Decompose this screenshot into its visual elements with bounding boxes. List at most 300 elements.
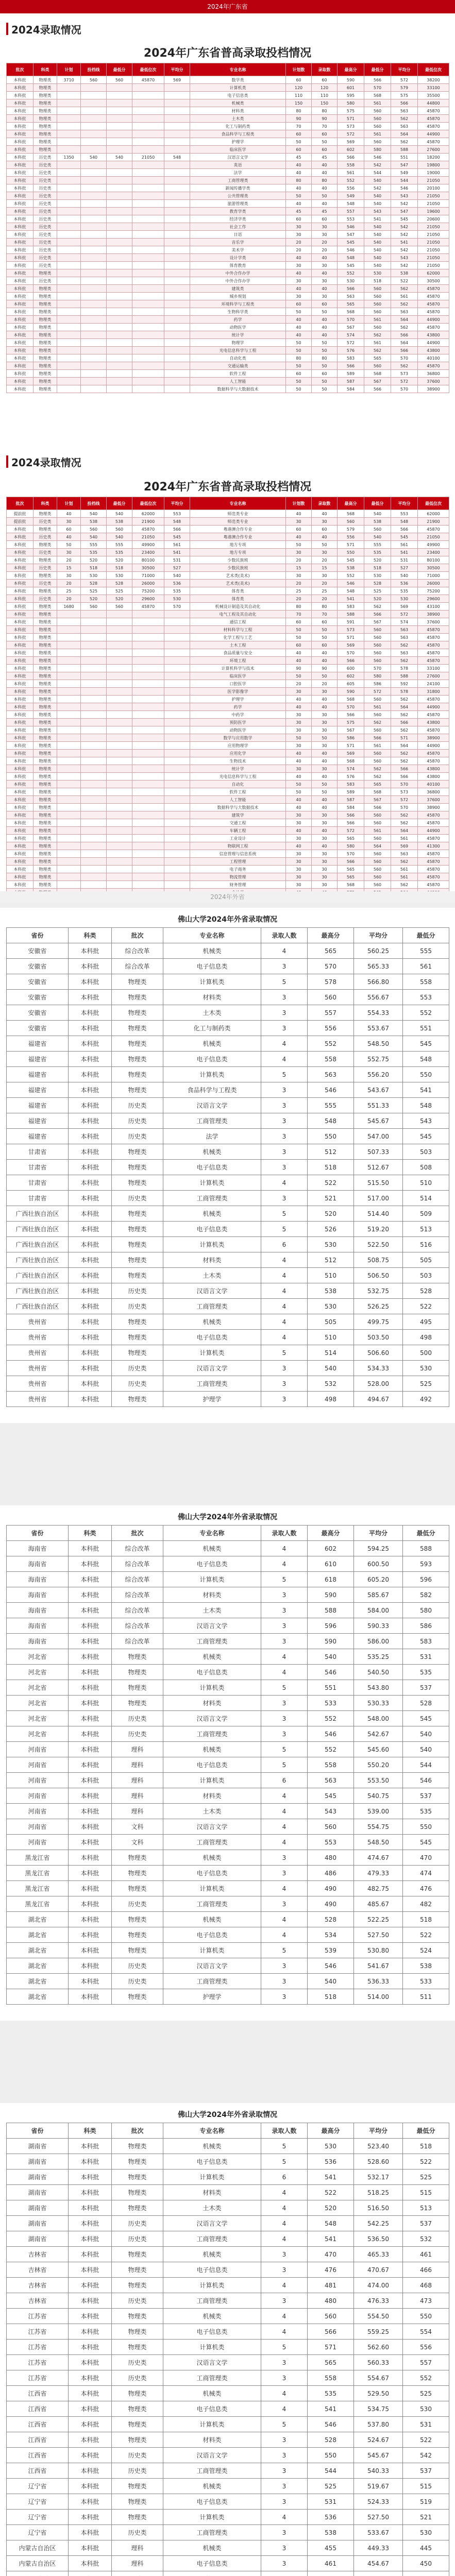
table-cell: 519.67 <box>354 2479 403 2494</box>
table-cell: 机械类 <box>163 2479 261 2494</box>
table-row <box>7 1757 449 1773</box>
table-cell: 537 <box>403 2463 449 2479</box>
table-cell: 60 <box>286 300 312 308</box>
table-cell: 本科批 <box>7 115 33 123</box>
table-cell: 本科批 <box>69 2200 112 2216</box>
table-cell: 584 <box>338 804 364 811</box>
table-cell <box>57 277 81 285</box>
table-cell: 物理类 <box>33 556 57 564</box>
table-cell: 40 <box>286 254 312 262</box>
table-cell: 物理类 <box>112 2170 163 2185</box>
table-cell: 湖北省 <box>7 1958 69 1974</box>
table-cell: 本科批 <box>69 1649 112 1665</box>
table-cell: 525 <box>107 587 132 595</box>
column-header: 平均分 <box>391 497 418 510</box>
table-cell: 6 <box>261 1237 308 1252</box>
table-cell: 540 <box>403 1726 449 1742</box>
table-cell: 574 <box>338 331 364 339</box>
table-cell: 历史类 <box>33 161 57 169</box>
table-cell <box>164 223 190 231</box>
table-cell: 530.80 <box>354 1943 403 1958</box>
table-cell: 120 <box>312 84 338 92</box>
table-cell: 540 <box>107 510 132 518</box>
table-row <box>7 2340 449 2355</box>
table-cell: 44900 <box>418 130 449 138</box>
table-row <box>7 2154 449 2170</box>
table-cell <box>107 773 132 781</box>
table-cell: 45870 <box>418 726 449 734</box>
column-header: 最高分 <box>338 63 364 76</box>
table-cell: 560 <box>338 518 364 526</box>
table-cell <box>132 665 164 672</box>
table-cell <box>69 2571 112 2576</box>
table-cell: 23400 <box>132 549 164 556</box>
table-row <box>7 1005 449 1021</box>
table-cell: 20 <box>286 680 312 688</box>
table-cell <box>164 873 190 881</box>
table-cell: 本科批 <box>7 726 33 734</box>
table-cell: 21050 <box>418 254 449 262</box>
table-cell: 本科批 <box>7 92 33 99</box>
table-cell: 海南省 <box>7 1572 69 1587</box>
table-cell: 物联网工程 <box>190 842 286 850</box>
table-cell: 历史类 <box>33 231 57 239</box>
table-cell <box>164 711 190 719</box>
table-cell: 558 <box>403 974 449 990</box>
table-cell <box>308 2571 354 2576</box>
table-cell <box>107 146 132 154</box>
table-cell: 574 <box>338 765 364 773</box>
table-cell: 44900 <box>418 339 449 347</box>
table-cell <box>132 711 164 719</box>
table-cell <box>164 765 190 773</box>
table-cell: 526 <box>308 1222 354 1237</box>
table-cell: 河北省 <box>7 1726 69 1742</box>
table-cell <box>81 873 107 881</box>
table-cell: 40 <box>312 324 338 331</box>
table-cell: 本科批 <box>7 130 33 138</box>
table-cell: 4 <box>261 1556 308 1572</box>
table-cell: 本科批 <box>69 1191 112 1206</box>
table-cell: 本科批 <box>69 1144 112 1160</box>
column-header: 投档线 <box>81 497 107 510</box>
table-cell: 509 <box>403 1206 449 1222</box>
table-cell: 60 <box>312 370 338 378</box>
table-cell: 机械类 <box>163 1649 261 1665</box>
table-cell: 汉语言文学 <box>163 1618 261 1634</box>
table-cell: 574 <box>391 618 418 626</box>
table-cell: 562 <box>364 773 391 781</box>
table-cell: 交通工程 <box>190 819 286 827</box>
table-cell: 38900 <box>418 804 449 811</box>
table-cell: 建筑类 <box>190 285 286 293</box>
table-cell: 本科批 <box>69 1556 112 1572</box>
table-row <box>7 223 449 231</box>
table-cell: 562 <box>391 711 418 719</box>
table-cell <box>107 138 132 146</box>
table-cell: 50 <box>286 626 312 634</box>
table-cell: 物理类 <box>112 2200 163 2216</box>
table-cell: 海南省 <box>7 1541 69 1556</box>
table-cell: 75200 <box>418 587 449 595</box>
table-cell: 587 <box>338 378 364 385</box>
table-cell <box>57 680 81 688</box>
table-cell: 566 <box>391 773 418 781</box>
table-cell: 机械类 <box>163 1036 261 1052</box>
table-cell: 本科批 <box>7 711 33 719</box>
table-row <box>7 796 449 804</box>
table-cell <box>81 850 107 858</box>
table-cell <box>164 858 190 866</box>
table-cell: 563 <box>391 308 418 316</box>
table-cell: 45870 <box>418 308 449 316</box>
table-cell: 520 <box>308 1206 354 1222</box>
table-cell: 60 <box>286 76 312 84</box>
table-cell <box>107 649 132 657</box>
table-row <box>7 526 449 533</box>
table-row <box>7 773 449 781</box>
table-cell: 5 <box>261 1067 308 1082</box>
table-cell: 物理类 <box>33 811 57 819</box>
table-cell <box>164 757 190 765</box>
table-cell: 物理类 <box>33 138 57 146</box>
table-row <box>7 385 449 393</box>
column-header: 最低分 <box>364 497 391 510</box>
table-cell: 560 <box>364 858 391 866</box>
table-cell <box>132 269 164 277</box>
table-cell: 560 <box>364 308 391 316</box>
table-cell: 40 <box>286 657 312 665</box>
table-cell: 29600 <box>418 595 449 603</box>
table-cell: 河南省 <box>7 1742 69 1757</box>
table-cell <box>107 277 132 285</box>
table-cell: 本科批 <box>7 107 33 115</box>
table-cell: 40 <box>312 796 338 804</box>
table-cell: 工商管理类 <box>163 2463 261 2479</box>
table-cell: 40 <box>286 285 312 293</box>
table-cell <box>57 858 81 866</box>
table-cell: 电子信息类 <box>163 1757 261 1773</box>
table-cell: 本科批 <box>69 1036 112 1052</box>
table-cell: 560 <box>107 603 132 611</box>
table-cell: 538 <box>364 518 391 526</box>
table-cell: 15 <box>57 564 81 572</box>
table-cell <box>57 339 81 347</box>
table-cell <box>164 734 190 742</box>
table-cell: 71000 <box>132 572 164 580</box>
table-cell <box>164 726 190 734</box>
table-cell <box>132 385 164 393</box>
table-row <box>7 1804 449 1819</box>
table-cell: 562 <box>391 819 418 827</box>
table-cell: 本科批 <box>69 1376 112 1392</box>
table-cell: 60 <box>286 641 312 649</box>
table-cell: 历史类 <box>112 1299 163 1314</box>
table-cell: 45870 <box>418 811 449 819</box>
table-cell: 中药学 <box>190 711 286 719</box>
table-cell: 本科批 <box>7 788 33 796</box>
table-cell: 528.00 <box>354 1376 403 1392</box>
table-cell: 工商管理类 <box>163 1835 261 1850</box>
table-cell: 514.00 <box>354 1989 403 2005</box>
table-cell: 522 <box>308 2185 354 2200</box>
table-cell: 570 <box>338 316 364 324</box>
table-cell: 本科批 <box>69 2401 112 2417</box>
table-cell: 568 <box>364 370 391 378</box>
table-cell: 贵州省 <box>7 1361 69 1376</box>
table-cell <box>164 138 190 146</box>
table-cell: 548 <box>164 154 190 161</box>
table-cell: 536 <box>308 2510 354 2525</box>
table-cell: 37600 <box>418 796 449 804</box>
table-cell: 518 <box>364 564 391 572</box>
table-cell: 湖南省 <box>7 2154 69 2170</box>
table-cell: 历史类 <box>33 223 57 231</box>
table-cell: 515.50 <box>354 1175 403 1191</box>
table-cell: 光电信息科学与工程 <box>190 773 286 781</box>
table-cell: 50 <box>312 788 338 796</box>
table-cell <box>132 169 164 177</box>
table-cell: 贵州省 <box>7 1330 69 1345</box>
table-row <box>7 2479 449 2494</box>
table-cell <box>81 781 107 788</box>
table-cell: 物理类 <box>33 757 57 765</box>
table-cell: 本科批 <box>7 370 33 378</box>
table-cell: 设计学类 <box>190 254 286 262</box>
table-row <box>7 99 449 107</box>
table-cell <box>107 92 132 99</box>
table-cell <box>57 750 81 757</box>
table-cell: 40100 <box>418 354 449 362</box>
table-cell: 河北省 <box>7 1649 69 1665</box>
table-cell: 560 <box>364 757 391 765</box>
table-cell: 福建省 <box>7 1113 69 1129</box>
table-cell: 护理学 <box>190 138 286 146</box>
table-cell: 520 <box>364 595 391 603</box>
table-cell: 20 <box>312 556 338 564</box>
table-cell: 45 <box>286 208 312 215</box>
table-cell: 动物医学 <box>190 726 286 734</box>
table-cell <box>164 123 190 130</box>
table-cell: 572 <box>364 688 391 696</box>
table-row <box>7 370 449 378</box>
table-cell: 454.67 <box>354 2556 403 2571</box>
table-cell <box>81 866 107 873</box>
table-cell: 561 <box>391 835 418 842</box>
table-cell: 543 <box>364 208 391 215</box>
table-cell: 30 <box>312 518 338 526</box>
table-cell: 物理类 <box>33 719 57 726</box>
table-cell: 4 <box>261 1541 308 1556</box>
table-cell: 569 <box>338 641 364 649</box>
table-cell <box>81 378 107 385</box>
table-cell: 50 <box>312 362 338 370</box>
table-cell: 物理类 <box>33 703 57 711</box>
table-cell: 553 <box>338 215 364 223</box>
table-cell: 物理类 <box>33 378 57 385</box>
table-cell: 537 <box>403 1680 449 1696</box>
table-cell: 518 <box>403 2139 449 2154</box>
table-cell: 548 <box>338 200 364 208</box>
table-cell <box>107 262 132 269</box>
table-cell <box>57 626 81 634</box>
table-cell: 21050 <box>132 533 164 541</box>
table-cell: 历史类 <box>33 518 57 526</box>
table-cell <box>107 246 132 254</box>
table-cell: 580 <box>364 672 391 680</box>
table-cell: 21050 <box>418 533 449 541</box>
table-cell: 71000 <box>418 572 449 580</box>
table-cell: 历史类 <box>112 2448 163 2463</box>
table-cell <box>132 285 164 293</box>
table-cell <box>81 208 107 215</box>
table-cell <box>81 262 107 269</box>
table-cell: 本科批 <box>7 161 33 169</box>
table-cell: 522 <box>403 1927 449 1943</box>
table-cell: 本科批 <box>7 331 33 339</box>
table-cell <box>164 827 190 835</box>
table-cell: 573 <box>338 626 364 634</box>
table-cell: 470.67 <box>354 2262 403 2278</box>
table-cell <box>132 99 164 107</box>
table-cell: 568 <box>338 308 364 316</box>
table-cell: 535 <box>403 1665 449 1680</box>
table-cell <box>57 796 81 804</box>
table-cell <box>107 370 132 378</box>
table-cell: 本科批 <box>69 1052 112 1067</box>
table-cell: 525 <box>403 2170 449 2185</box>
table-cell: 工商管理类 <box>163 2370 261 2386</box>
table-cell: 547 <box>391 161 418 169</box>
table-cell: 物理类 <box>33 123 57 130</box>
table-cell: 546 <box>308 1082 354 1098</box>
table-cell: 561 <box>391 873 418 881</box>
table-cell <box>81 239 107 246</box>
table-cell <box>164 362 190 370</box>
table-cell: 40 <box>286 533 312 541</box>
table-cell: 40 <box>312 657 338 665</box>
table-cell: 505 <box>403 1252 449 1268</box>
outside-table <box>6 1525 449 2005</box>
table-cell: 536.33 <box>354 1974 403 1989</box>
table-cell: 40 <box>312 696 338 703</box>
table-cell: 60 <box>286 215 312 223</box>
table-cell: 计算机类 <box>163 1572 261 1587</box>
table-cell: 515 <box>403 2479 449 2494</box>
table-cell: 40 <box>286 703 312 711</box>
table-cell: 理科 <box>112 2540 163 2556</box>
table-cell: 550.20 <box>354 1757 403 1773</box>
table-cell: 江苏省 <box>7 2309 69 2324</box>
table-cell: 578 <box>391 688 418 696</box>
table-cell: 45870 <box>418 300 449 308</box>
table-cell: 电子信息类 <box>163 2401 261 2417</box>
table-cell: 560 <box>364 115 391 123</box>
table-cell: 物理类 <box>112 1005 163 1021</box>
table-cell: 历史类 <box>33 154 57 161</box>
table-cell: 557 <box>338 208 364 215</box>
table-cell: 本科批 <box>69 1757 112 1773</box>
table-cell <box>164 696 190 703</box>
table-cell <box>132 324 164 331</box>
table-cell: 564 <box>391 339 418 347</box>
table-cell: 522 <box>403 2432 449 2448</box>
table-cell: 562 <box>391 696 418 703</box>
table-row <box>7 262 449 269</box>
table-cell: 50 <box>286 339 312 347</box>
table-cell <box>107 734 132 742</box>
table-cell: 45 <box>286 154 312 161</box>
table-row <box>7 1835 449 1850</box>
table-cell: 数学与应用数学 <box>190 734 286 742</box>
table-cell: 江西省 <box>7 2401 69 2417</box>
table-cell <box>57 804 81 811</box>
table-cell: 福建省 <box>7 1129 69 1144</box>
table-cell: 560 <box>364 641 391 649</box>
table-cell: 30 <box>312 293 338 300</box>
table-cell: 60 <box>286 618 312 626</box>
table-row <box>7 641 449 649</box>
table-row <box>7 1175 449 1191</box>
table-cell <box>81 703 107 711</box>
table-cell: 湖南省 <box>7 2231 69 2247</box>
table-cell: 532.75 <box>354 1283 403 1299</box>
table-cell: 60 <box>312 618 338 626</box>
table-cell <box>57 262 81 269</box>
table-cell <box>164 208 190 215</box>
table-cell: 海南省 <box>7 1556 69 1572</box>
table-cell: 558 <box>308 1757 354 1773</box>
table-cell: 562 <box>391 115 418 123</box>
table-cell <box>81 757 107 765</box>
table-cell: 30 <box>286 262 312 269</box>
table-cell <box>132 726 164 734</box>
table-cell: 人工智能 <box>190 378 286 385</box>
table-cell <box>164 246 190 254</box>
table-row <box>7 331 449 339</box>
table-cell: 物理类 <box>33 541 57 549</box>
column-header: 平均分 <box>164 497 190 510</box>
table-cell: 40 <box>312 316 338 324</box>
table-cell: 566 <box>338 362 364 370</box>
table-cell: 本科批 <box>7 300 33 308</box>
table-cell: 1680 <box>57 603 81 611</box>
table-cell <box>132 742 164 750</box>
table-cell: 工商管理类 <box>163 1191 261 1206</box>
table-cell: 20 <box>286 239 312 246</box>
table-cell: 历史类 <box>112 2370 163 2386</box>
table-cell <box>132 177 164 184</box>
table-cell <box>57 649 81 657</box>
table-cell: 562 <box>391 138 418 146</box>
table-cell <box>107 634 132 641</box>
table-cell: 568 <box>338 696 364 703</box>
table-row <box>7 1345 449 1361</box>
table-cell: 520 <box>364 556 391 564</box>
table-row <box>7 154 449 161</box>
table-cell: 物理类 <box>33 347 57 354</box>
table-cell: 543.67 <box>354 1082 403 1098</box>
table-cell <box>132 370 164 378</box>
table-row <box>7 2324 449 2340</box>
table-cell <box>81 169 107 177</box>
table-cell: 562.60 <box>354 2340 403 2355</box>
table-cell: 机械类 <box>163 1144 261 1160</box>
table-cell: 90 <box>286 115 312 123</box>
table-cell <box>107 657 132 665</box>
table-cell: 本科批 <box>69 2185 112 2200</box>
table-cell: 546 <box>308 2417 354 2432</box>
